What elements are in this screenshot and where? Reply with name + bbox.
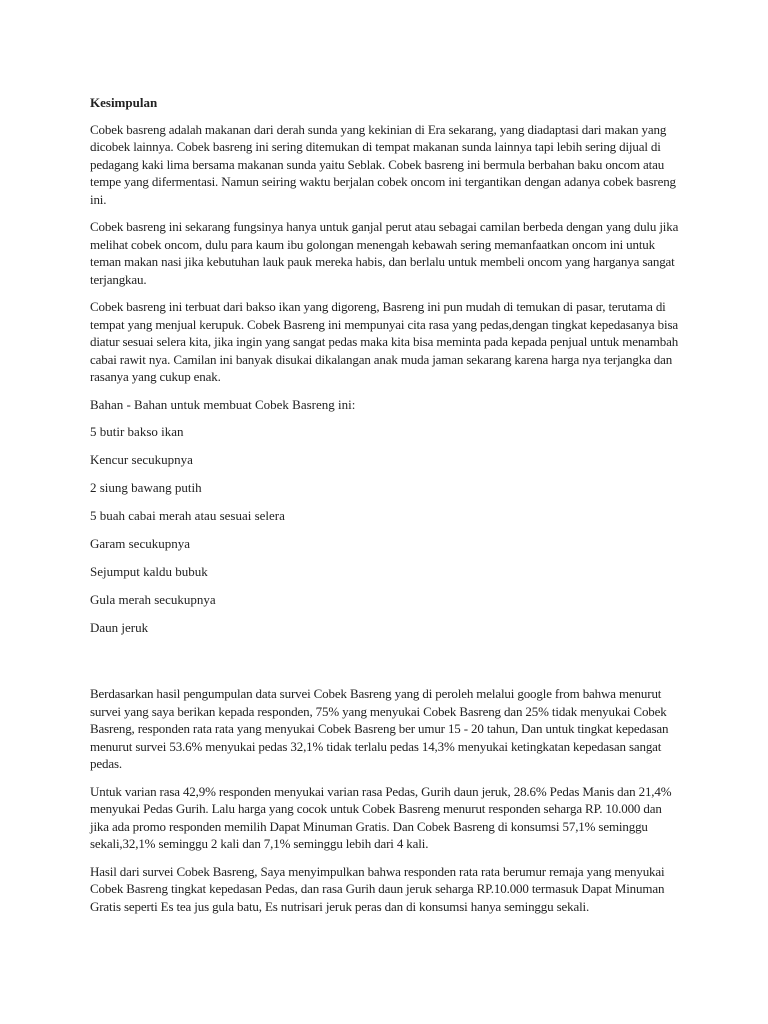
ingredient-item: Gula merah secukupnya — [90, 592, 216, 607]
paragraph-survey-conclusion: Hasil dari survei Cobek Basreng, Saya menyimpulkan bahwa responden rata rata berumur remaja yang menyukai Cobek Basreng tingkat kepedasan Pedas, dan rasa Gurih daun jeruk seharga RP.10.000 termasuk Dapat Minuman Gratis seperti Es tea jus gula batu, Es nutrisari jeruk peras dan di konsumsi hanya seminggu sekali. — [90, 863, 665, 914]
ingredient-item: Sejumput kaldu bubuk — [90, 564, 208, 579]
ingredients-intro: Bahan - Bahan untuk membuat Cobek Basreng ini: — [90, 396, 356, 412]
section-spacer — [90, 647, 680, 685]
ingredient-item: 5 buah cabai merah atau sesuai selera — [90, 508, 285, 523]
paragraph-function: Cobek basreng ini sekarang fungsinya hanya untuk ganjal perut atau sebagai camilan berbeda dengan yang dulu jika melihat cobek oncom, dulu para kaum ibu golongan menengah kebawah sering memanfaatkan oncom ini untuk teman makan nasi jika kebutuhan lauk pauk mereka habis, dan berlalu untuk membeli oncom yang harganya sangat terjangkau. — [90, 219, 679, 287]
paragraph-intro: Cobek basreng adalah makanan dari derah sunda yang kekinian di Era sekarang, yang diadaptasi dari makan yang dicobek lainnya. Cobek basreng ini sering ditemukan di tempat makanan sunda lainnya tapi lebih sering dijual di pedagang kaki lima bersama makanan sunda yaitu Seblak. Cobek basreng ini bermula berbahan baku oncom atau tempe yang difermentasi. Namun seiring waktu berjalan cobek oncom ini tergantikan dengan adanya cobek basreng ini. — [90, 121, 676, 207]
ingredient-item: Garam secukupnya — [90, 536, 190, 551]
document-heading: Kesimpulan — [90, 95, 158, 110]
ingredient-item: Kencur secukupnya — [90, 452, 193, 467]
document-page — [90, 94, 680, 925]
ingredient-item: Daun jeruk — [90, 620, 149, 635]
ingredient-item: 2 siung bawang putih — [90, 480, 202, 495]
paragraph-survey-results: Berdasarkan hasil pengumpulan data survei Cobek Basreng yang di peroleh melalui google from bahwa menurut survei yang saya berikan kepada responden, 75% yang menyukai Cobek Basreng dan 25% tidak menyukai Cobek Basreng, responden rata rata yang menyukai Cobek Basreng ber umur 15 - 20 tahun, Dan untuk tingkat kepedasan menurut survei 53.6% menyukai pedas 32,1% tidak terlalu pedas 14,3% menyukai ketingkatan kepedasan sangat pedas. — [90, 686, 669, 771]
ingredient-list — [90, 423, 680, 637]
paragraph-survey-variants: Untuk varian rasa 42,9% responden menyukai varian rasa Pedas, Gurih daun jeruk, 28.6% Pedas Manis dan 21,4% menyukai Pedas Gurih. Lalu harga yang cocok untuk Cobek Basreng menurut responden seharga RP. 10.000 dan jika ada promo responden memilih Dapat Minuman Gratis. Dan Cobek Basreng di konsumsi 57,1% seminggu sekali,32,1% seminggu 2 kali dan 7,1% seminggu lebih dari 4 kali. — [90, 783, 672, 851]
paragraph-description: Cobek basreng ini terbuat dari bakso ikan yang digoreng, Basreng ini pun mudah di temukan di pasar, terutama di tempat yang menjual kerupuk. Cobek Basreng ini mempunyai cita rasa yang pedas,dengan tingkat kepedasanya bisa diatur sesuai selera kita, jika ingin yang sangat pedas maka kita bisa meminta pada kepada penjual untuk menambah cabai rawit nya. Camilan ini banyak disukai dikalangan anak muda jaman sekarang karena harga nya terjangka dan rasanya yang cukup enak. — [90, 299, 679, 384]
ingredient-item: 5 butir bakso ikan — [90, 424, 184, 439]
